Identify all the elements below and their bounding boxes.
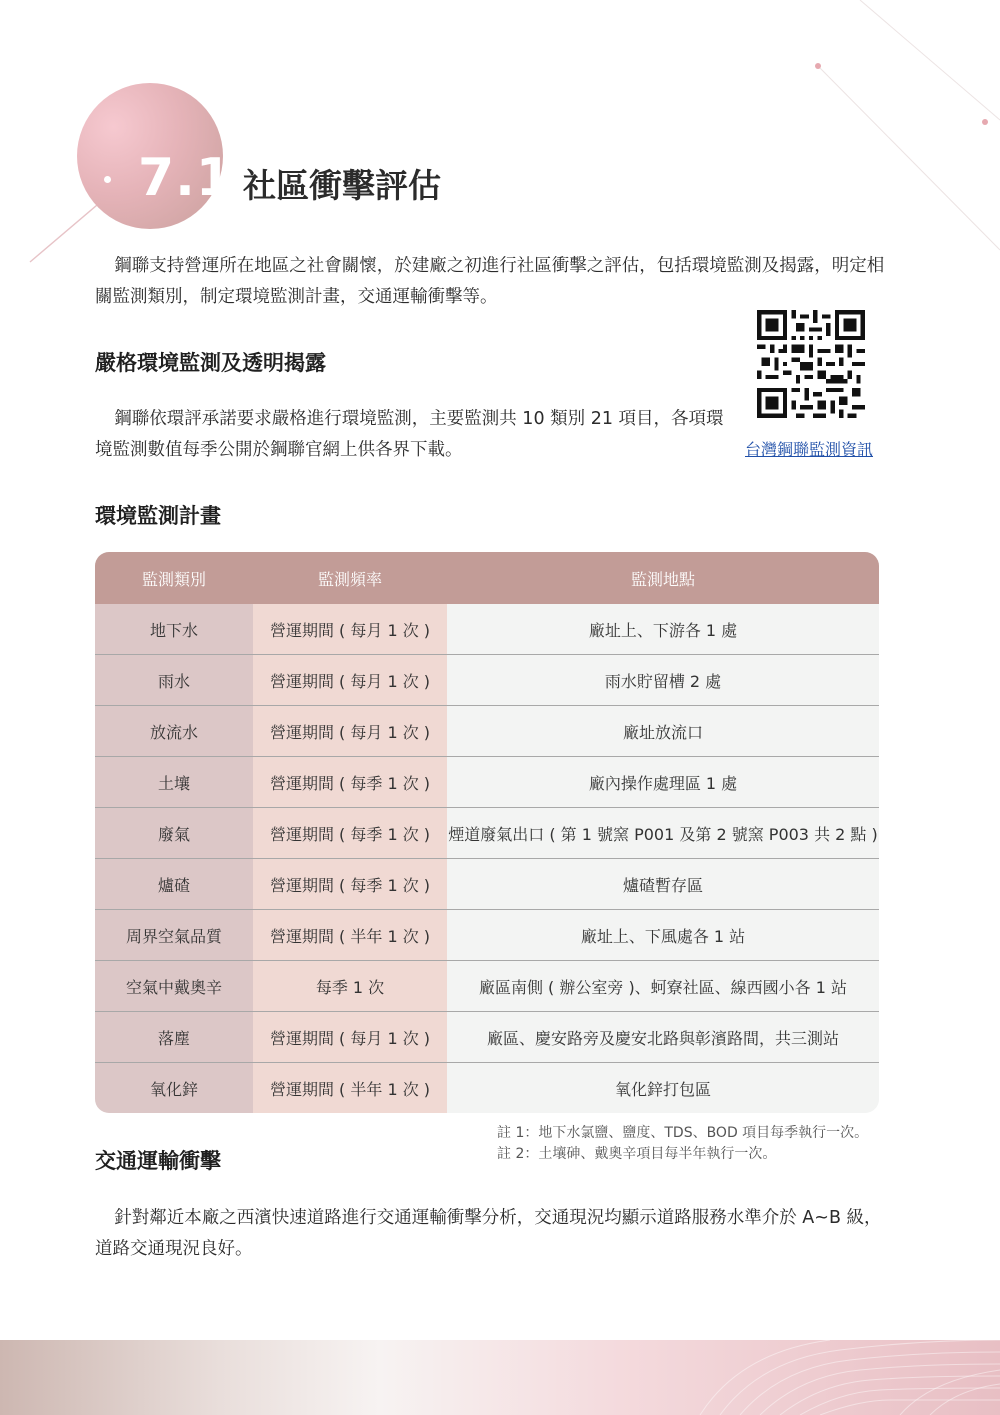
monitoring-heading: 嚴格環境監測及透明揭露 [95, 351, 326, 375]
table-row [95, 1063, 879, 1114]
traffic-paragraph: 針對鄰近本廠之西濱快速道路進行交通運輸衝擊分析，交通現況均顯示道路服務水準介於 A~B 級，道路交通現況良好。 [95, 1208, 882, 1259]
cell-location: 爐碴暫存區 [447, 859, 879, 910]
cell-category: 放流水 [95, 706, 253, 757]
cell-location: 廠址放流口 [447, 706, 879, 757]
monitoring-paragraph: 鋼聯依環評承諾要求嚴格進行環境監測，主要監測共 10 類別 21 項目，各項環境監測數值每季公開於鋼聯官網上供各界下載。 [95, 409, 724, 460]
cell-category: 雨水 [95, 655, 253, 706]
cell-location: 廠內操作處理區 1 處 [447, 757, 879, 808]
cell-frequency: 營運期間 ( 半年 1 次 ) [253, 1063, 447, 1114]
table-row [95, 655, 879, 706]
cell-location: 廠區南側 ( 辦公室旁 )、蚵寮社區、線西國小各 1 站 [447, 961, 879, 1012]
table-row [95, 757, 879, 808]
footer-wave-pattern [0, 1340, 1000, 1415]
column-header-category: 監測類別 [95, 552, 253, 604]
cell-category: 廢氣 [95, 808, 253, 859]
table-header-row [95, 552, 879, 604]
cell-frequency: 營運期間 ( 每月 1 次 ) [253, 604, 447, 655]
cell-frequency: 營運期間 ( 每季 1 次 ) [253, 859, 447, 910]
table-row [95, 910, 879, 961]
cell-frequency: 營運期間 ( 每季 1 次 ) [253, 808, 447, 859]
cell-category: 地下水 [95, 604, 253, 655]
section-number: 7.1 [138, 148, 234, 208]
cell-frequency: 營運期間 ( 半年 1 次 ) [253, 910, 447, 961]
cell-frequency: 營運期間 ( 每季 1 次 ) [253, 757, 447, 808]
cell-frequency: 營運期間 ( 每月 1 次 ) [253, 1012, 447, 1063]
table-row [95, 604, 879, 655]
cell-category: 氧化鋅 [95, 1063, 253, 1114]
cell-location: 廠址上、下游各 1 處 [447, 604, 879, 655]
table-row [95, 808, 879, 859]
cell-category: 空氣中戴奧辛 [95, 961, 253, 1012]
section-title: 社區衝擊評估 [243, 166, 441, 205]
table-notes [497, 1123, 868, 1165]
table-row [95, 706, 879, 757]
monitoring-table [95, 552, 879, 1113]
table-row [95, 961, 879, 1012]
cell-location: 雨水貯留槽 2 處 [447, 655, 879, 706]
cell-frequency: 營運期間 ( 每月 1 次 ) [253, 706, 447, 757]
cell-frequency: 每季 1 次 [253, 961, 447, 1012]
table-row [95, 859, 879, 910]
cell-frequency: 營運期間 ( 每月 1 次 ) [253, 655, 447, 706]
intro-paragraph: 鋼聯支持營運所在地區之社會關懷，於建廠之初進行社區衝擊之評估，包括環境監測及揭露，明定相關監測類別，制定環境監測計畫，交通運輸衝擊等。 [95, 256, 885, 307]
cell-location: 氧化鋅打包區 [447, 1063, 879, 1114]
qr-caption-link[interactable]: 台灣鋼聯監測資訊 [745, 440, 874, 459]
cell-category: 落塵 [95, 1012, 253, 1063]
qr-code[interactable] [757, 308, 865, 420]
cell-category: 爐碴 [95, 859, 253, 910]
table-row [95, 1012, 879, 1063]
table-note-2: 註 2：土壤砷、戴奧辛項目每半年執行一次。 [497, 1146, 777, 1162]
cell-category: 土壤 [95, 757, 253, 808]
table-note-1: 註 1：地下水氯鹽、鹽度、TDS、BOD 項目每季執行一次。 [497, 1125, 869, 1141]
cell-location: 煙道廢氣出口 ( 第 1 號窯 P001 及第 2 號窯 P003 共 2 點 ) [447, 808, 879, 859]
cell-location: 廠址上、下風處各 1 站 [447, 910, 879, 961]
cell-category: 周界空氣品質 [95, 910, 253, 961]
footer-band [0, 1340, 1000, 1415]
column-header-location: 監測地點 [447, 552, 879, 604]
column-header-frequency: 監測頻率 [253, 552, 447, 604]
plan-heading: 環境監測計畫 [95, 504, 221, 528]
traffic-heading: 交通運輸衝擊 [95, 1149, 221, 1173]
cell-location: 廠區、慶安路旁及慶安北路與彰濱路間，共三測站 [447, 1012, 879, 1063]
badge-dot [104, 176, 111, 183]
